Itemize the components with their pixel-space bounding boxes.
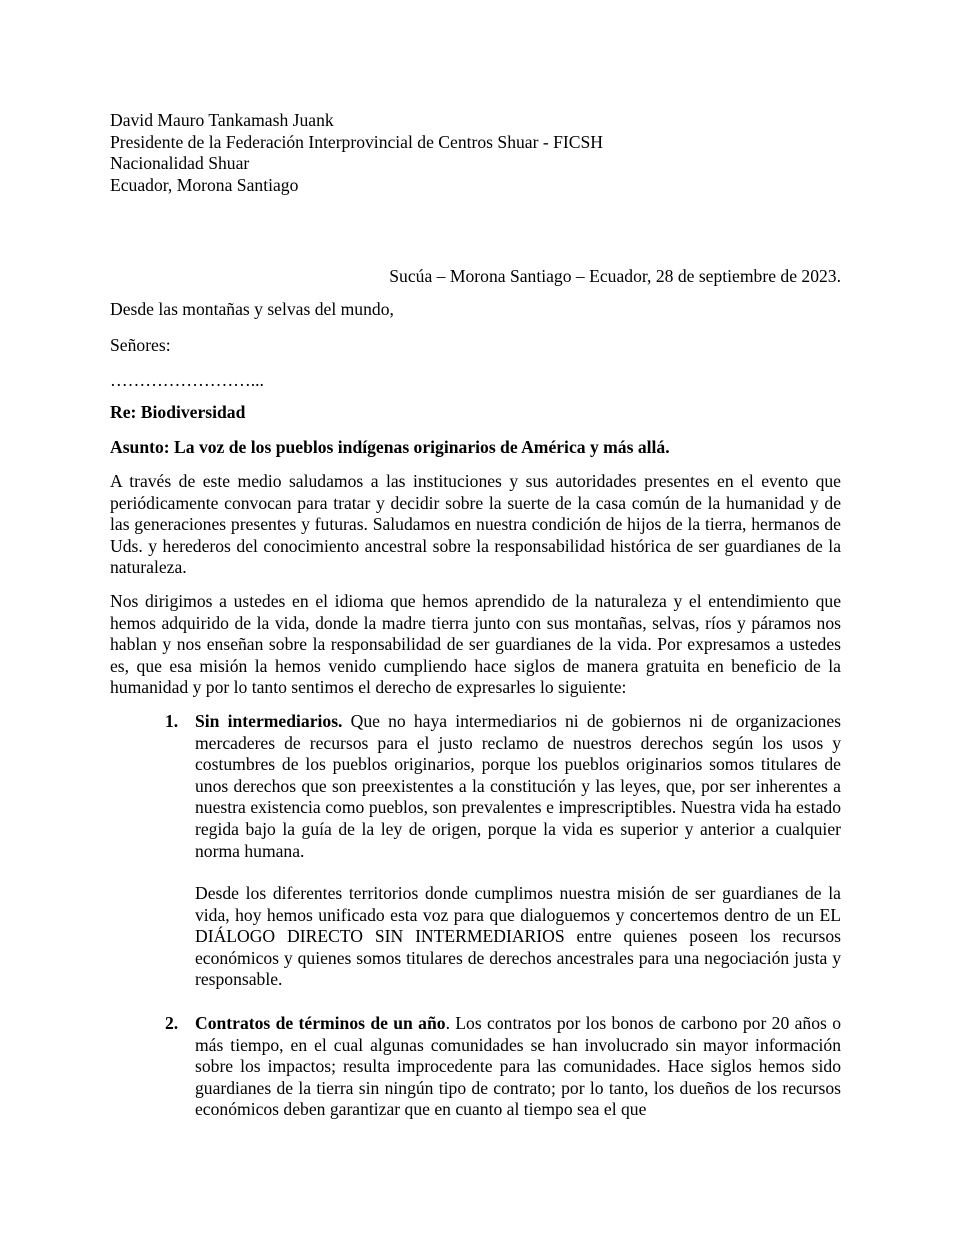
sender-location: Ecuador, Morona Santiago: [110, 174, 299, 195]
paragraph-intro: A través de este medio saludamos a las instituciones y sus autoridades presentes en el evento que periódicamente convocan para tratar y decidir sobre la suerte de la casa común de la humanidad y de las generaciones presentes y futuras. Saludamos en nuestra condición de hijos de la tierra, hermanos de Uds. y herederos del conocimiento ancestral sobre la responsabilidad histórica de ser guardianes de la naturaleza.: [110, 471, 841, 578]
sender-block: [110, 110, 841, 196]
greeting: Desde las montañas y selvas del mundo,: [110, 299, 394, 319]
list-item: [195, 711, 841, 862]
list-item-heading: Sin intermediarios.: [195, 711, 343, 731]
list-item-text: Que no haya intermediarios ni de gobiernos ni de organizaciones mercaderes de recursos para el justo reclamo de nuestros derechos según los usos y costumbres de los pueblos originarios, porque los pueblos originarios somos titulares de unos derechos que son preexistentes a la constitución y las leyes, que, por ser inherentes a nuestra existencia como pueblos, son prevalentes e imprescriptibles. Nuestra vida ha estado regida bajo la guía de la ley de origen, porque la vida es superior y anterior a cualquier norma humana.: [195, 711, 841, 861]
salutation: Señores:: [110, 335, 171, 355]
sender-nationality: Nacionalidad Shuar: [110, 153, 250, 174]
sender-role: Presidente de la Federación Interprovincial de Centros Shuar - FICSH: [110, 131, 603, 152]
subject-line: Asunto: La voz de los pueblos indígenas originarios de América y más allá.: [110, 437, 670, 457]
re-line: Re: Biodiversidad: [110, 402, 246, 422]
place-date: Sucúa – Morona Santiago – Ecuador, 28 de septiembre de 2023.: [389, 266, 841, 286]
paragraph-context: Nos dirigimos a ustedes en el idioma que hemos aprendido de la naturaleza y el entendimiento que hemos adquirido de la vida, donde la madre tierra junto con sus montañas, selvas, ríos y páramos nos hablan y nos enseñan sobre la responsabilidad de ser guardianes de la vida. Por expresamos a ustedes es, que esa misión la hemos venido cumpliendo hace siglos de manera gratuita en beneficio de la humanidad y por lo tanto sentimos el derecho de expresarles lo siguiente:: [110, 591, 841, 698]
list-item-heading: Contratos de términos de un año: [195, 1013, 446, 1033]
list-item-number: 1.: [165, 711, 179, 731]
list-item-text: . Los contratos por los bonos de carbono por 20 años o más tiempo, en el cual algunas comunidades se han involucrado sin mayor información sobre los impactos; resulta improcedente para las comunidades. Hace siglos hemos sido guardianes de la tierra sin ningún tipo de contrato; por lo tanto, los dueños de los recursos económicos deben garantizar que en cuanto al tiempo sea el que: [195, 1013, 841, 1120]
recipient-placeholder: ……………………...: [110, 370, 264, 390]
list-item-number: 2.: [165, 1013, 179, 1033]
list-item-extra: Desde los diferentes territorios donde cumplimos nuestra misión de ser guardianes de la vida, hoy hemos unificado esta voz para que dialoguemos y concertemos dentro de un EL DIÁLOGO DIRECTO SIN INTERMEDIARIOS entre quienes poseen los recursos económicos y quienes somos titulares de derechos ancestrales para una negociación justa y responsable.: [195, 883, 841, 990]
sender-name: David Mauro Tankamash Juank: [110, 110, 334, 130]
list-item: [195, 1013, 841, 1121]
